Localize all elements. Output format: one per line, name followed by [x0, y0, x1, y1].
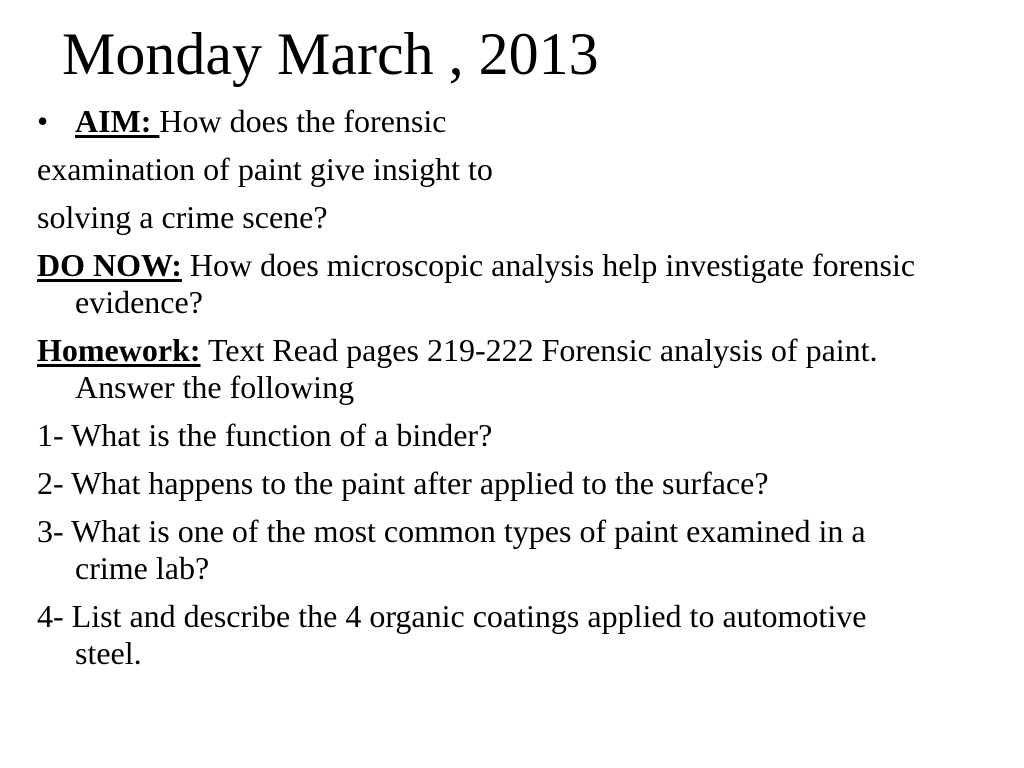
aim-label: AIM:	[75, 103, 160, 139]
do-now-text: How does microscopic analysis help investigate forensic evidence?	[75, 247, 916, 320]
homework-text: Text Read pages 219-222 Forensic analysis of paint. Answer the following	[75, 332, 878, 405]
aim-bullet	[37, 103, 937, 140]
aim-text-line-3: solving a crime scene?	[37, 199, 328, 235]
slide-title: Monday March , 2013	[62, 21, 599, 87]
question-2: 2- What happens to the paint after applied to the surface?	[37, 465, 769, 501]
aim-text-line-2: examination of paint give insight to	[37, 151, 493, 187]
bullet-icon: •	[37, 103, 49, 139]
do-now-paragraph	[37, 247, 937, 321]
aim-text-first: How does the forensic	[159, 103, 447, 139]
homework-paragraph	[37, 332, 937, 406]
homework-label: Homework:	[37, 332, 201, 368]
question-4: 4- List and describe the 4 organic coatings applied to automotive steel.	[37, 598, 867, 671]
question-3: 3- What is one of the most common types of paint examined in a crime lab?	[37, 513, 866, 586]
do-now-label: DO NOW:	[37, 247, 182, 283]
slide-body	[37, 103, 937, 672]
question-1: 1- What is the function of a binder?	[37, 417, 493, 453]
